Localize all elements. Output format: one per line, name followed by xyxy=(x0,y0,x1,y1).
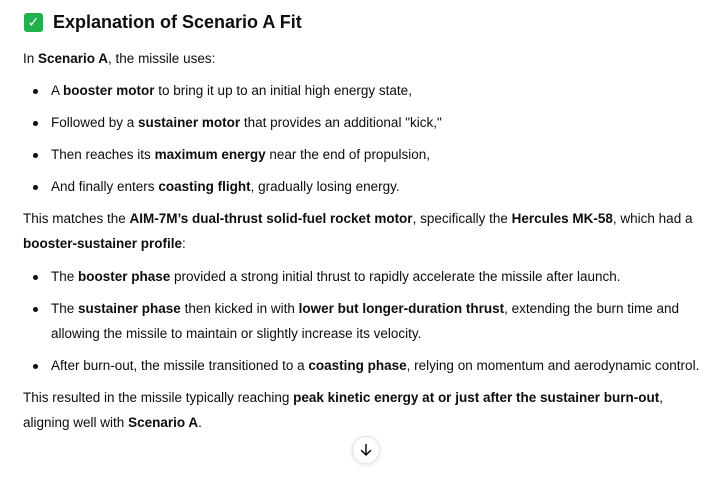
text-run: , which had a xyxy=(612,211,693,226)
text-run: . xyxy=(198,415,202,430)
list-item xyxy=(23,142,713,167)
heading-text: Explanation of Scenario A Fit xyxy=(53,11,302,32)
bold-text: maximum energy xyxy=(154,147,266,162)
text-run: , relying on momentum and aerodynamic control. xyxy=(406,358,700,373)
text-run: In xyxy=(23,51,39,66)
text-run: This resulted in the missile typically reaching xyxy=(23,390,294,405)
bold-text: sustainer phase xyxy=(78,301,181,316)
list-item xyxy=(23,264,713,289)
text-run: Then reaches its xyxy=(51,147,155,162)
text-run: that provides an additional "kick," xyxy=(240,115,442,130)
text-run: This matches the xyxy=(23,211,130,226)
text-run: The xyxy=(51,269,79,284)
scroll-to-bottom-button[interactable] xyxy=(352,436,380,464)
list-item xyxy=(23,78,713,103)
text-run: , aligning well with xyxy=(23,390,663,430)
text-run: A xyxy=(51,83,64,98)
list-item xyxy=(23,296,713,346)
bold-text: peak kinetic energy at or just after the sustainer burn-out xyxy=(293,390,660,405)
check-mark-button-icon: ✓ xyxy=(24,13,43,32)
text-run: The xyxy=(51,301,79,316)
message-content xyxy=(23,8,713,435)
bold-text: booster-sustainer profile xyxy=(23,236,183,251)
text-run: provided a strong initial thrust to rapidly accelerate the missile after launch. xyxy=(170,269,621,284)
text-run: to bring it up to an initial high energy state, xyxy=(154,83,412,98)
list-item xyxy=(23,353,713,378)
bold-text: sustainer motor xyxy=(138,115,241,130)
text-run: And finally enters xyxy=(51,179,159,194)
bold-text: coasting flight xyxy=(158,179,251,194)
text-run: : xyxy=(182,236,186,251)
text-run: then kicked in with xyxy=(180,301,299,316)
arrow-down-icon xyxy=(359,443,373,457)
text-run: , extending the burn time and allowing the missile to maintain or slightly increase its velocity. xyxy=(51,301,679,341)
result-paragraph xyxy=(23,385,713,435)
text-run: , gradually losing energy. xyxy=(250,179,400,194)
bold-text: Scenario A xyxy=(128,415,199,430)
list-item xyxy=(23,174,713,199)
text-run: Followed by a xyxy=(51,115,139,130)
text-run: , the missile uses: xyxy=(108,51,216,66)
bold-text: coasting phase xyxy=(308,358,407,373)
section-heading xyxy=(23,8,713,36)
bold-text: Hercules MK-58 xyxy=(511,211,613,226)
text-run: After burn-out, the missile transitioned to a xyxy=(51,358,309,373)
bold-text: lower but longer-duration thrust xyxy=(298,301,505,316)
intro-paragraph xyxy=(23,46,713,71)
bold-text: booster phase xyxy=(78,269,171,284)
list-item xyxy=(23,110,713,135)
bold-text: Scenario A xyxy=(38,51,109,66)
propulsion-stage-list xyxy=(23,78,713,199)
motor-phase-list xyxy=(23,264,713,378)
text-run: , specifically the xyxy=(412,211,512,226)
text-run: near the end of propulsion, xyxy=(265,147,430,162)
match-paragraph xyxy=(23,206,713,256)
bold-text: booster motor xyxy=(63,83,155,98)
bold-text: AIM-7M’s dual-thrust solid-fuel rocket motor xyxy=(129,211,413,226)
